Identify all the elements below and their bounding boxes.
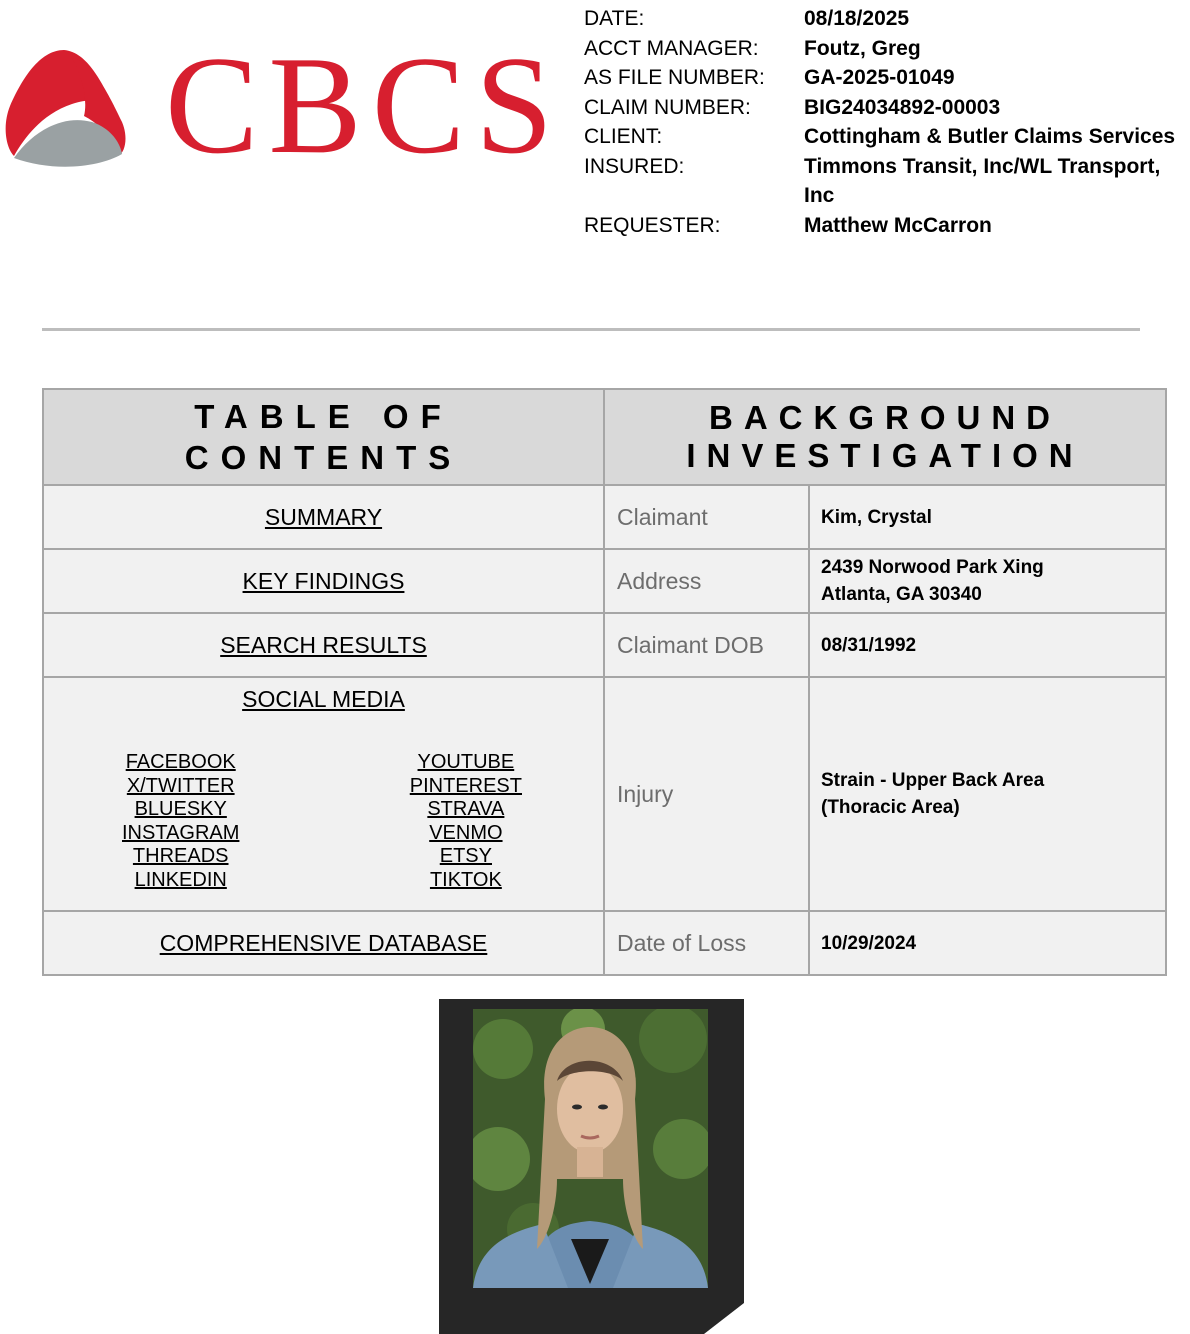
- info-label: INSURED:: [584, 154, 685, 178]
- info-value: GA-2025-01049: [804, 66, 955, 89]
- social-media-links: [122, 751, 522, 892]
- info-row-file-number: [584, 63, 1190, 93]
- address-value: [809, 549, 1166, 613]
- toc-link-summary[interactable]: SUMMARY: [264, 503, 383, 530]
- dob-label: Claimant DOB: [604, 613, 809, 677]
- toc-cell-key-findings: [43, 549, 604, 613]
- social-link-linkedin[interactable]: LINKEDIN: [134, 868, 227, 891]
- background-heading-line1: BACKGROUND: [709, 399, 1061, 436]
- social-link-etsy[interactable]: ETSY: [439, 845, 492, 867]
- injury-line1: Strain - Upper Back Area: [821, 770, 1045, 791]
- photo-caption: Subject Photo: [966, 1299, 1095, 1320]
- info-value: BIG24034892-00003: [804, 95, 1001, 119]
- social-column-right: [410, 751, 522, 892]
- info-value: Foutz, Greg: [804, 36, 921, 60]
- logo-triangle-icon: [2, 44, 132, 174]
- info-label: CLIENT:: [584, 125, 663, 148]
- photo-corner-fold: [704, 1303, 744, 1334]
- toc-link-comprehensive-database[interactable]: COMPREHENSIVE DATABASE: [159, 929, 488, 956]
- info-row-client: [584, 122, 1190, 152]
- social-link-venmo[interactable]: VENMO: [429, 821, 503, 844]
- info-value: Matthew McCarron: [804, 213, 992, 237]
- info-value: Cottingham & Butler Claims Services: [804, 125, 1176, 148]
- info-row-acct-manager: [584, 34, 1190, 64]
- info-label: ACCT MANAGER:: [584, 36, 759, 60]
- info-label: CLAIM NUMBER:: [584, 95, 751, 119]
- claimant-value: Kim, Crystal: [809, 485, 1166, 549]
- social-link-youtube[interactable]: YOUTUBE: [417, 751, 515, 773]
- subject-portrait-image: [473, 1009, 708, 1288]
- info-label: AS FILE NUMBER:: [584, 66, 765, 89]
- background-heading: [604, 389, 1166, 485]
- dob-value: 08/31/1992: [809, 613, 1166, 677]
- loss-date-value: 10/29/2024: [809, 911, 1166, 975]
- toc-cell-search-results: [43, 613, 604, 677]
- case-info: [584, 4, 1190, 240]
- info-value: Timmons Transit, Inc/WL Transport, Inc: [804, 154, 1161, 207]
- social-link-instagram[interactable]: INSTAGRAM: [122, 821, 240, 844]
- social-link-x-twitter[interactable]: X/TWITTER: [126, 774, 235, 797]
- report-table: [42, 388, 1167, 976]
- injury-line2: (Thoracic Area): [821, 797, 960, 818]
- social-link-facebook[interactable]: FACEBOOK: [125, 751, 236, 773]
- toc-link-social-media[interactable]: SOCIAL MEDIA: [242, 686, 405, 712]
- info-label: REQUESTER:: [584, 213, 721, 237]
- injury-value: [809, 677, 1166, 911]
- subject-photo-frame: [439, 999, 1095, 1334]
- toc-heading: [43, 389, 604, 485]
- info-label: DATE:: [584, 7, 645, 30]
- toc-heading-line2: CONTENTS: [184, 439, 463, 476]
- info-row-requester: [584, 211, 1190, 241]
- loss-date-label: Date of Loss: [604, 911, 809, 975]
- social-link-tiktok[interactable]: TIKTOK: [429, 868, 502, 891]
- social-link-threads[interactable]: THREADS: [132, 845, 229, 867]
- info-row-insured: [584, 152, 1190, 211]
- address-line2: Atlanta, GA 30340: [821, 584, 982, 605]
- social-link-strava[interactable]: STRAVA: [427, 798, 505, 820]
- injury-label: Injury: [604, 677, 809, 911]
- toc-link-search-results[interactable]: SEARCH RESULTS: [220, 631, 427, 658]
- background-heading-line2: INVESTIGATION: [686, 437, 1084, 474]
- address-line1: 2439 Norwood Park Xing: [821, 557, 1044, 578]
- divider: [42, 328, 1140, 331]
- toc-link-key-findings[interactable]: KEY FINDINGS: [242, 567, 405, 594]
- address-label: Address: [604, 549, 809, 613]
- subject-photo: [473, 1009, 708, 1288]
- toc-cell-social-media: [43, 677, 604, 911]
- info-value: 08/18/2025: [804, 7, 910, 30]
- social-column-left: [122, 751, 239, 892]
- social-link-pinterest[interactable]: PINTEREST: [409, 774, 522, 797]
- toc-cell-comprehensive-database: [43, 911, 604, 975]
- toc-cell-summary: [43, 485, 604, 549]
- toc-heading-line1: TABLE OF: [194, 398, 453, 435]
- social-link-bluesky[interactable]: BLUESKY: [134, 798, 227, 820]
- info-row-date: [584, 4, 1190, 34]
- claimant-label: Claimant: [604, 485, 809, 549]
- info-row-claim-number: [584, 93, 1190, 123]
- cbcs-logo: [2, 28, 563, 183]
- logo-wordmark: CBCS: [165, 28, 563, 183]
